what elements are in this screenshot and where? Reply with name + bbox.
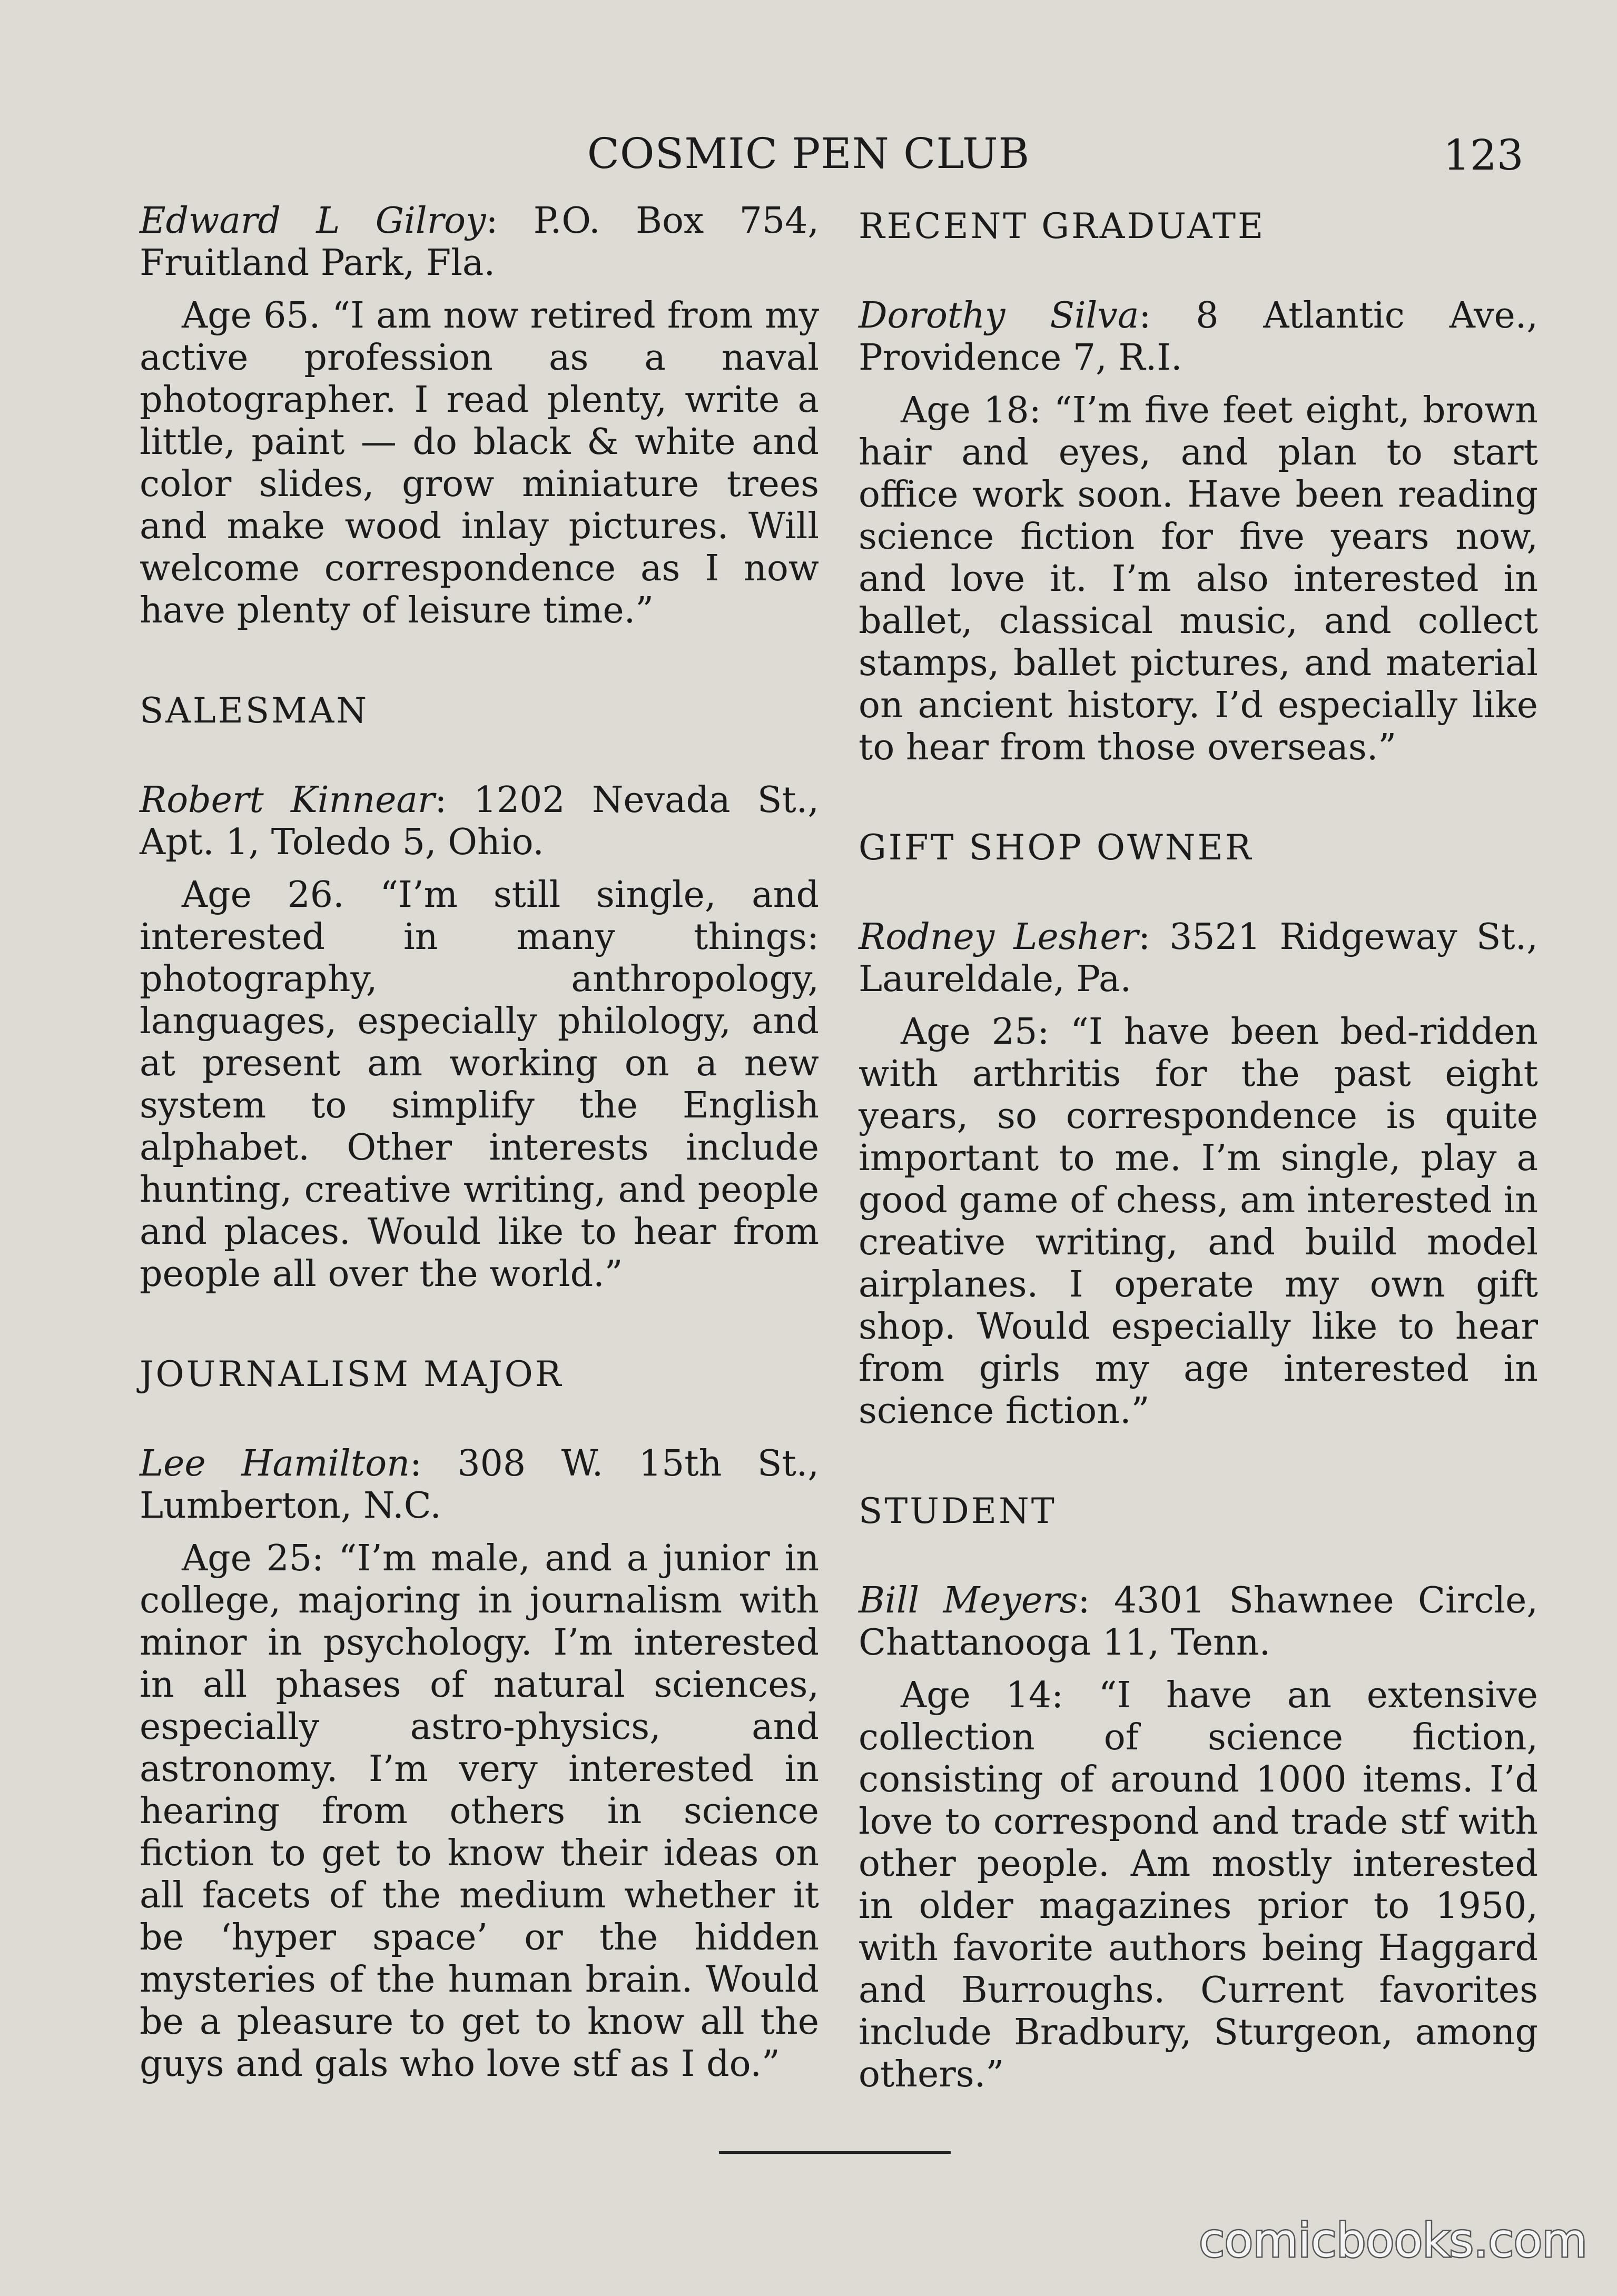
end-rule <box>719 2151 951 2154</box>
entry-name-line <box>140 779 819 864</box>
entry-name: Edward L Gilroy <box>140 200 486 242</box>
section-heading-student: STUDENT <box>859 1491 1057 1531</box>
right-column <box>859 200 1538 2096</box>
watermark-text: comicbooks.com <box>1199 2213 1588 2268</box>
entry-name: Lee Hamilton <box>140 1443 410 1485</box>
page-number: 123 <box>1443 131 1524 180</box>
entry-name-line <box>859 1580 1538 1664</box>
entry-bio: Age 25: “I’m male, and a junior in college, majoring in journalism with minor in psychology. I’m interested in all phases of natural sciences, especially astro-physics, and astronomy. I’m very interested in hearing from others in science fiction to get to know their ideas on all facets of the medium whether it be ‘hyper space’ or the hidden mysteries of the human brain. Would be a pleasure to get to know all the guys and gals who love stf as I do.” <box>140 1538 819 2085</box>
entry-name-line <box>859 295 1538 379</box>
entry-bio: Age 14: “I have an extensive collection of science fiction, consisting of around 1000 items. I’d love to correspond and trade stf with other people. Am mostly interested in older magazines prior to 1950, with favorite authors being Haggard and Burroughs. Current favorites include Bradbury, Sturgeon, among others.” <box>859 1675 1538 2095</box>
section-heading-recent-graduate: RECENT GRADUATE <box>859 206 1266 246</box>
entry-address: : 8 Atlantic Ave., Providence 7, R.I. <box>859 295 1538 379</box>
entry-address: : 3521 Ridgeway St., Laureldale, Pa. <box>859 916 1538 1000</box>
section-heading-gift-shop-owner: GIFT SHOP OWNER <box>859 827 1254 868</box>
entry-name-line <box>140 1443 819 1527</box>
entry-name: Robert Kinnear <box>140 779 435 821</box>
entry-name-line <box>859 916 1538 1001</box>
entry-address: : P.O. Box 754, Fruitland Park, Fla. <box>140 200 819 284</box>
running-head: COSMIC PEN CLUB <box>587 129 1030 178</box>
entry-meyers <box>859 1580 1538 2096</box>
section-heading-journalism-major: JOURNALISM MAJOR <box>140 1354 564 1394</box>
entry-bio: Age 65. “I am now retired from my active profession as a naval photographer. I read plenty, write a little, paint — do black & white and color slides, grow miniature trees and make wood inlay pictures. Will welcome correspondence as I now have plenty of leisure time.” <box>140 295 819 631</box>
left-column <box>140 200 819 2085</box>
entry-name: Rodney Lesher <box>859 916 1139 958</box>
entry-address: : 308 W. 15th St., Lumberton, N.C. <box>140 1443 819 1527</box>
entry-silva <box>859 295 1538 769</box>
entry-address: : 4301 Shawnee Circle, Chattanooga 11, Tenn. <box>859 1580 1539 1664</box>
entry-lesher <box>859 916 1538 1432</box>
entry-hamilton <box>140 1443 819 2085</box>
entry-name: Bill Meyers <box>859 1580 1078 1621</box>
entry-kinnear <box>140 779 819 1295</box>
section-heading-salesman: SALESMAN <box>140 690 369 731</box>
entry-bio: Age 18: “I’m five feet eight, brown hair and eyes, and plan to start office work soon. Have been reading science fiction for five years now, and love it. I’m also interested in ballet, classical music, and collect stamps, ballet pictures, and material on ancient history. I’d especially like to hear from those overseas.” <box>859 390 1538 768</box>
entry-name-line <box>140 200 819 284</box>
entry-gilroy <box>140 200 819 632</box>
entry-bio: Age 25: “I have been bed-ridden with arthritis for the past eight years, so correspondence is quite important to me. I’m single, play a good game of chess, am interested in creative writing, and build model airplanes. I operate my own gift shop. Would especially like to hear from girls my age interested in science fiction.” <box>859 1011 1538 1432</box>
site-watermark <box>1196 2206 1591 2275</box>
entry-address: : 1202 Nevada St., Apt. 1, Toledo 5, Ohio. <box>140 779 819 863</box>
entry-name: Dorothy Silva <box>859 295 1139 337</box>
entry-bio: Age 26. “I’m still single, and interested in many things: photography, anthropology, languages, especially philology, and at present am working on a new system to simplify the English alphabet. Other interests include hunting, creative writing, and people and places. Would like to hear from people all over the world.” <box>140 874 819 1295</box>
